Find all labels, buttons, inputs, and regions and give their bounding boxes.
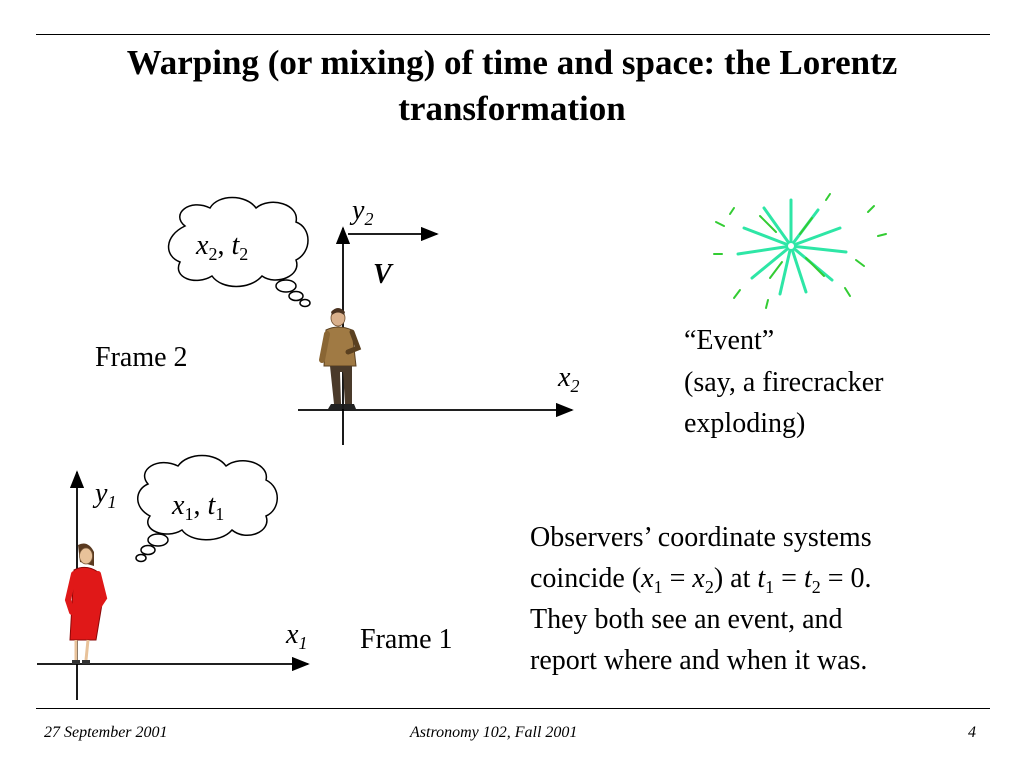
observer-man <box>322 308 358 409</box>
velocity-label: V <box>373 259 392 290</box>
explanation-line-4: report where and when it was. <box>530 645 868 676</box>
event-line-3: exploding) <box>684 408 806 439</box>
slide-title: Warping (or mixing) of time and space: the Lorentz transformation <box>126 43 898 128</box>
footer-course: Astronomy 102, Fall 2001 <box>410 724 578 741</box>
frame1-x-axis-label: $x_1$ <box>286 619 308 653</box>
explanation-line-3: They both see an event, and <box>530 604 843 635</box>
footer-rule <box>36 708 990 709</box>
event-line-1: “Event” <box>684 325 775 356</box>
event-line-2: (say, a firecracker <box>684 367 884 398</box>
firecracker-burst <box>714 194 886 308</box>
observer-woman <box>68 544 104 664</box>
frame2-thought-text: $x_2$, $t_2$ <box>196 230 249 264</box>
frame1-thought-text: $x_1$, $t_1$ <box>172 490 225 524</box>
explanation-line-1: Observers’ coordinate systems <box>530 522 872 553</box>
frame2-label: Frame 2 <box>95 342 188 373</box>
frame1-label: Frame 1 <box>360 624 453 655</box>
frame2-y-axis-label: $y_2$ <box>352 195 374 229</box>
frame2-x-axis-label: $x_2$ <box>558 362 580 396</box>
footer-date: 27 September 2001 <box>44 724 168 741</box>
explanation-line-2: coincide $(x_1 = x_2)$ at $t_1 = t_2 = 0$. <box>530 563 872 597</box>
footer-page-number: 4 <box>968 724 976 741</box>
frame1-y-axis-label: $y_1$ <box>95 478 117 512</box>
